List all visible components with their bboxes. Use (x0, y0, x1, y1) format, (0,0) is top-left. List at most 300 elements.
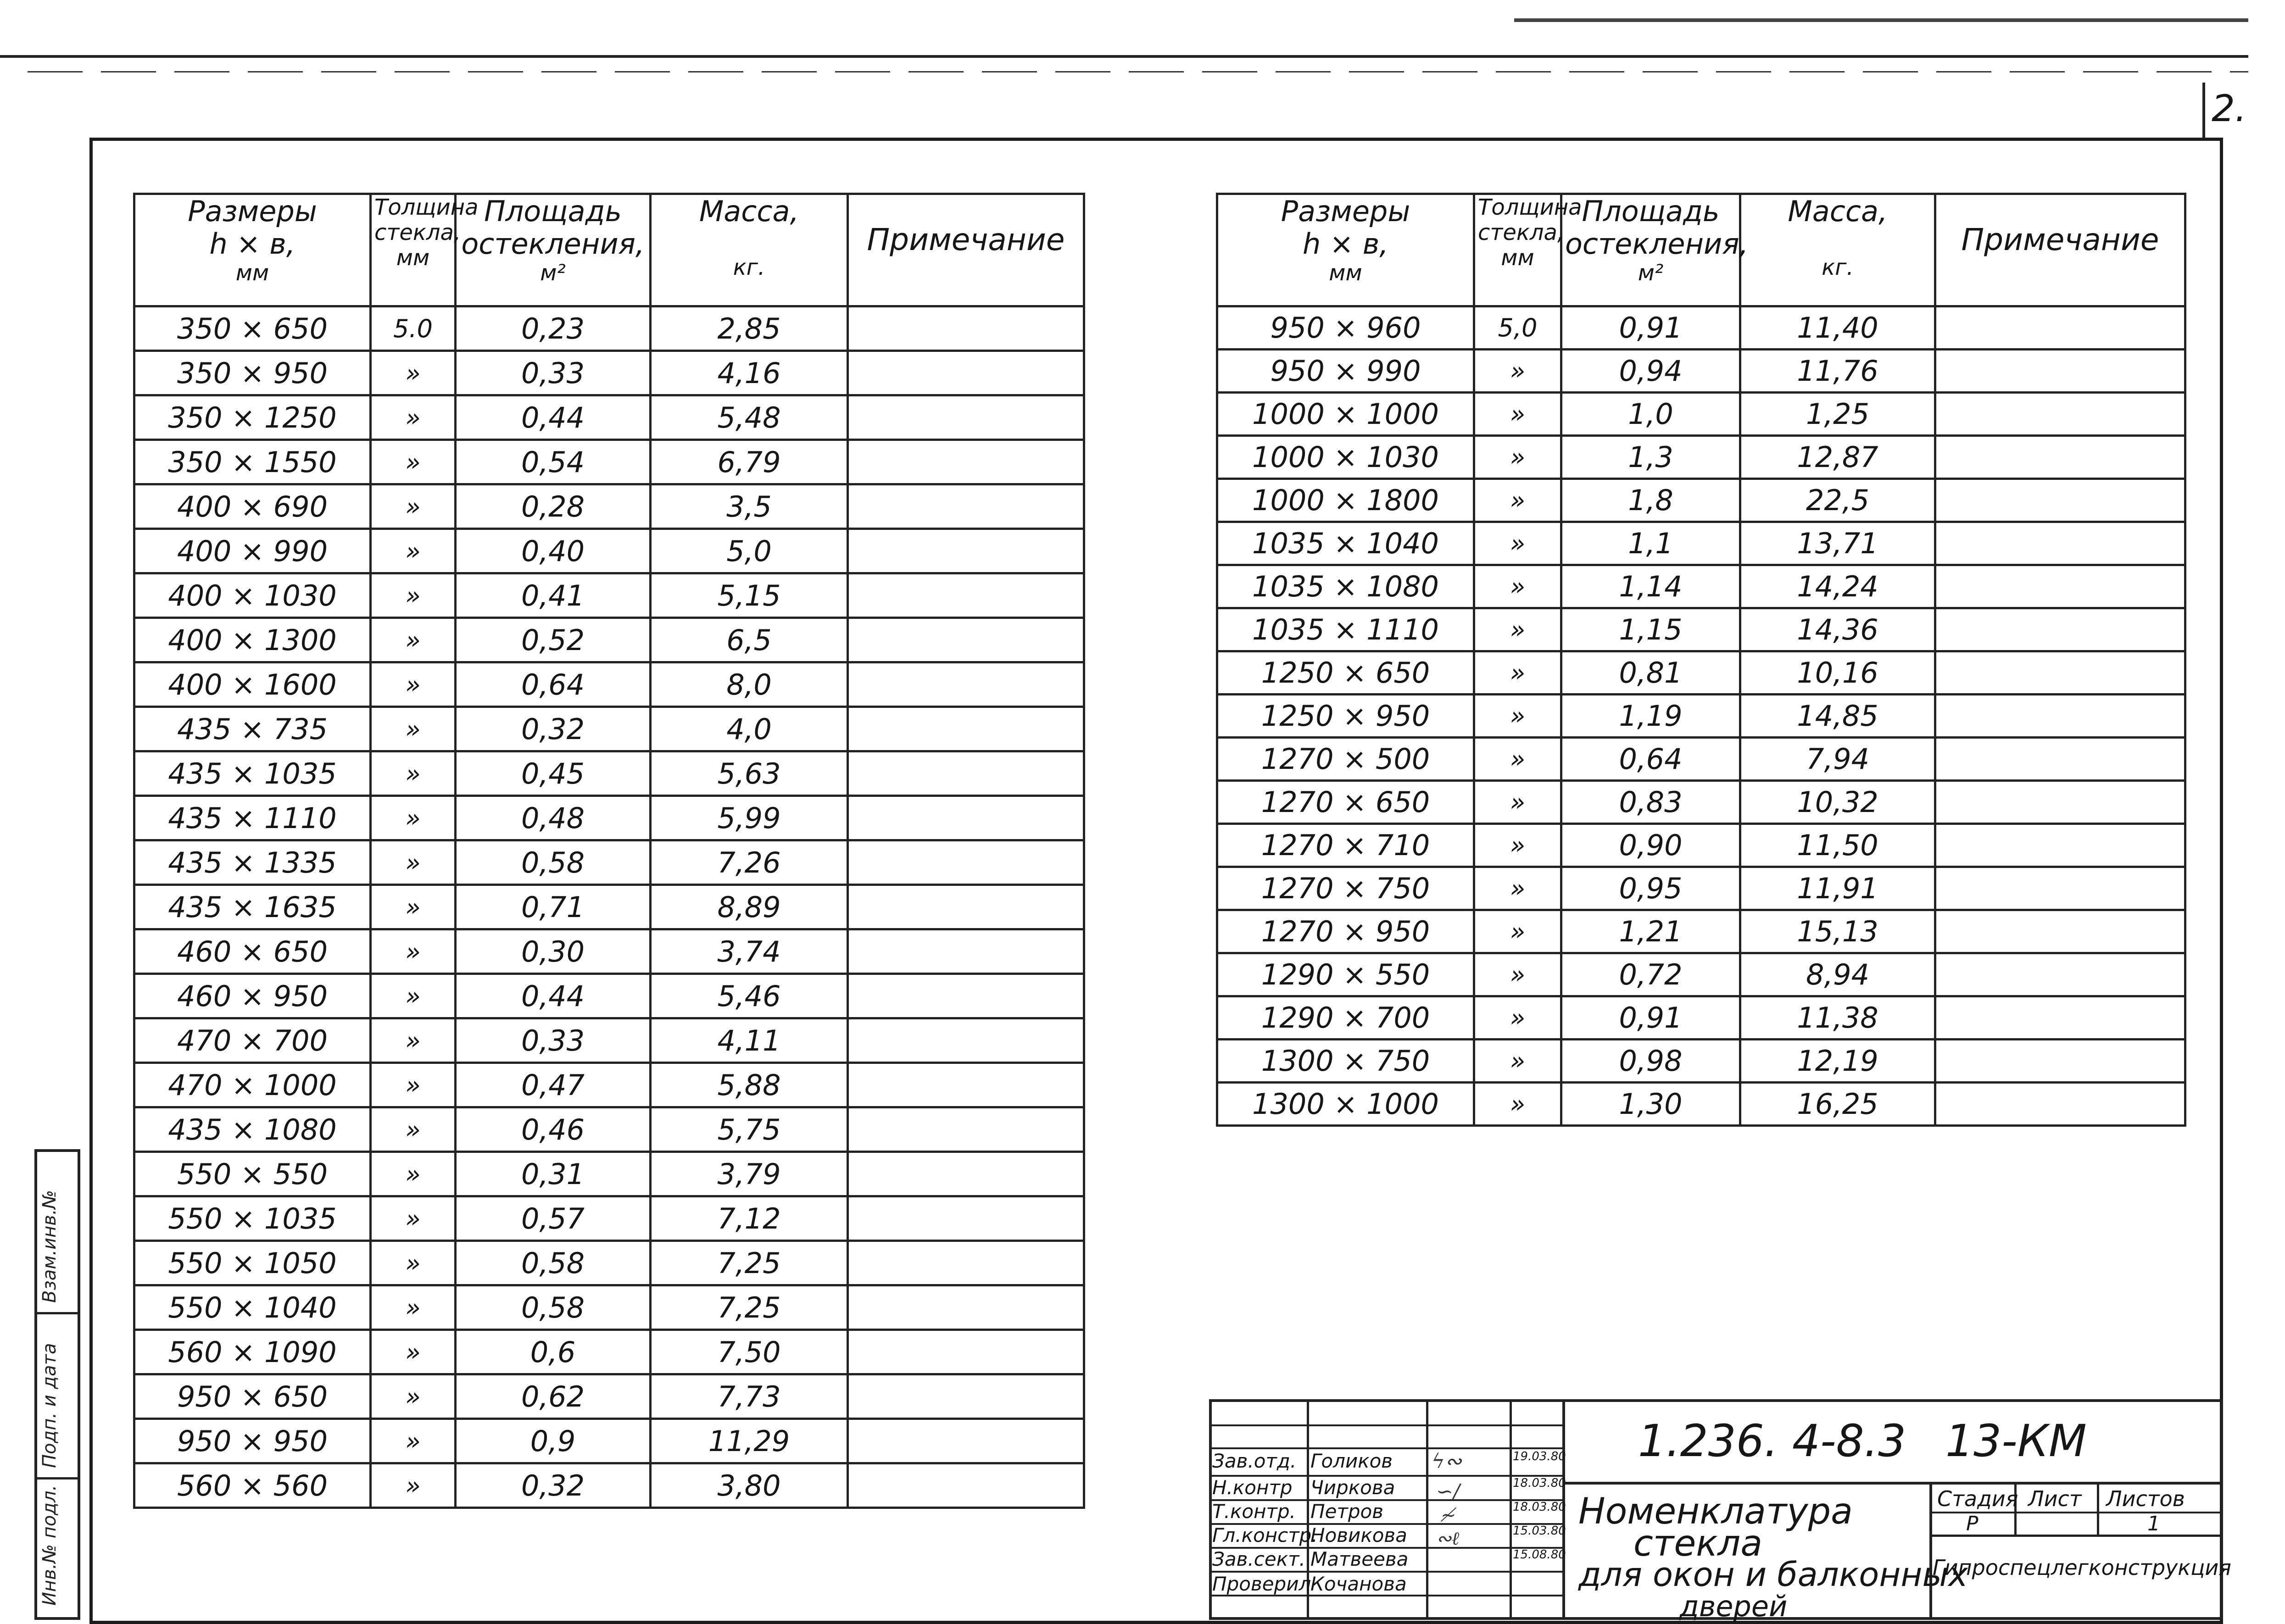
table-row (134, 929, 1084, 974)
table-row (1217, 608, 2185, 651)
header-thickness: Толщина стекла, мм (371, 194, 456, 306)
cell-thickness: » (371, 707, 456, 751)
margin-stamp-divider (34, 1477, 80, 1479)
left-glass-table (133, 193, 1085, 1509)
cell-size: 560 × 1090 (134, 1330, 371, 1374)
cell-note (1935, 436, 2185, 479)
cell-mass: 4,16 (651, 351, 848, 395)
cell-thickness: » (1474, 393, 1561, 436)
cell-size: 1035 × 1110 (1217, 608, 1474, 651)
cell-thickness: » (1474, 1083, 1561, 1126)
cell-note (1935, 522, 2185, 565)
cell-thickness: » (1474, 910, 1561, 953)
cell-area: 0,81 (1561, 651, 1740, 695)
cell-size: 400 × 990 (134, 529, 371, 573)
cell-thickness: » (371, 751, 456, 796)
cell-size: 950 × 990 (1217, 350, 1474, 393)
cell-area: 0,47 (456, 1063, 651, 1107)
cell-note (1935, 565, 2185, 608)
cell-note (1935, 695, 2185, 738)
cell-note (1935, 738, 2185, 781)
cell-note (848, 1330, 1084, 1374)
signatory-role: Гл.констр. (1212, 1524, 1318, 1546)
cell-thickness: » (1474, 479, 1561, 522)
table-row (1217, 953, 2185, 996)
table-row (1217, 738, 2185, 781)
signatory-role: Т.контр. (1212, 1500, 1296, 1523)
cell-thickness: » (371, 395, 456, 440)
cell-mass: 7,25 (651, 1241, 848, 1285)
cell-note (848, 1419, 1084, 1463)
cell-size: 435 × 735 (134, 707, 371, 751)
cell-size: 470 × 1000 (134, 1063, 371, 1107)
cell-thickness: » (1474, 651, 1561, 695)
cell-mass: 11,50 (1740, 824, 1935, 867)
stage-header: Стадия (1937, 1486, 2018, 1511)
table-row (134, 1374, 1084, 1419)
cell-thickness: » (371, 796, 456, 840)
cell-note (848, 440, 1084, 484)
cell-mass: 11,91 (1740, 867, 1935, 910)
cell-thickness: » (1474, 996, 1561, 1040)
cell-area: 0,58 (456, 840, 651, 885)
cell-area: 0,41 (456, 573, 651, 618)
cell-note (1935, 393, 2185, 436)
cell-thickness: » (371, 529, 456, 573)
cell-thickness: » (1474, 565, 1561, 608)
title-line-2: стекла (1633, 1523, 1763, 1564)
cell-thickness: » (1474, 436, 1561, 479)
cell-area: 0,62 (456, 1374, 651, 1419)
cell-mass: 12,19 (1740, 1040, 1935, 1083)
cell-size: 560 × 560 (134, 1463, 371, 1508)
cell-mass: 5,48 (651, 395, 848, 440)
header-note: Примечание (1935, 194, 2185, 306)
cell-mass: 15,13 (1740, 910, 1935, 953)
cell-mass: 22,5 (1740, 479, 1935, 522)
header-size: Размеры h × в, мм (1217, 194, 1474, 306)
signatory-name: Кочанова (1310, 1573, 1407, 1595)
cell-thickness: » (371, 1107, 456, 1152)
cell-thickness: » (371, 840, 456, 885)
cell-note (848, 796, 1084, 840)
cell-size: 1250 × 950 (1217, 695, 1474, 738)
cell-thickness: » (371, 1419, 456, 1463)
cell-thickness: » (1474, 867, 1561, 910)
cell-mass: 4,0 (651, 707, 848, 751)
cell-size: 350 × 1250 (134, 395, 371, 440)
cell-area: 0,45 (456, 751, 651, 796)
cell-area: 1,15 (1561, 608, 1740, 651)
cell-mass: 7,94 (1740, 738, 1935, 781)
table-row (134, 395, 1084, 440)
cell-mass: 5,63 (651, 751, 848, 796)
signatory-role: Зав.сект. (1212, 1548, 1305, 1570)
cell-note (848, 618, 1084, 662)
cell-mass: 12,87 (1740, 436, 1935, 479)
cell-note (848, 306, 1084, 351)
tb-grid-line (1929, 1482, 1932, 1620)
cell-note (1935, 996, 2185, 1040)
cell-note (1935, 953, 2185, 996)
cell-size: 1270 × 650 (1217, 781, 1474, 824)
table-row (134, 1241, 1084, 1285)
table-row (1217, 1083, 2185, 1126)
cell-thickness: » (1474, 1040, 1561, 1083)
cell-thickness: » (371, 1063, 456, 1107)
table-row (134, 1419, 1084, 1463)
tb-grid-line (1426, 1399, 1428, 1620)
cell-note (848, 1152, 1084, 1196)
cell-mass: 14,24 (1740, 565, 1935, 608)
cell-mass: 6,79 (651, 440, 848, 484)
sheet-header: Лист (2028, 1486, 2082, 1511)
cell-area: 0,57 (456, 1196, 651, 1241)
cell-thickness: » (371, 885, 456, 929)
table-row (1217, 651, 2185, 695)
cell-size: 350 × 1550 (134, 440, 371, 484)
cell-note (848, 929, 1084, 974)
table-row (1217, 479, 2185, 522)
table-row (134, 974, 1084, 1018)
tb-grid-line (2097, 1482, 2099, 1537)
cell-area: 0,52 (456, 618, 651, 662)
cell-size: 1000 × 1030 (1217, 436, 1474, 479)
table-row (134, 1063, 1084, 1107)
table-row (134, 484, 1084, 529)
table-row (1217, 393, 2185, 436)
signatory-role: Зав.отд. (1212, 1450, 1297, 1472)
table-row (134, 440, 1084, 484)
cell-note (848, 885, 1084, 929)
cell-size: 1035 × 1080 (1217, 565, 1474, 608)
table-row (1217, 306, 2185, 350)
margin-stamp-orig: Инв.№ подл. (39, 1485, 60, 1606)
table-row (134, 351, 1084, 395)
cell-thickness: » (371, 1018, 456, 1063)
cell-size: 400 × 690 (134, 484, 371, 529)
cell-size: 1270 × 500 (1217, 738, 1474, 781)
table-row (1217, 522, 2185, 565)
cell-size: 950 × 950 (134, 1419, 371, 1463)
cell-note (1935, 651, 2185, 695)
cell-note (848, 529, 1084, 573)
cell-thickness: » (371, 573, 456, 618)
cell-size: 1290 × 700 (1217, 996, 1474, 1040)
signatory-date: 15.08.80 (1513, 1548, 1566, 1562)
cell-mass: 7,12 (651, 1196, 848, 1241)
table-row (134, 751, 1084, 796)
cell-area: 0,90 (1561, 824, 1740, 867)
cell-area: 0,23 (456, 306, 651, 351)
cell-size: 550 × 550 (134, 1152, 371, 1196)
cell-mass: 11,40 (1740, 306, 1935, 350)
title-line-4: дверей (1679, 1590, 1788, 1623)
table-row (134, 1463, 1084, 1508)
top-edge-line-thin (1514, 18, 2248, 22)
cell-size: 460 × 650 (134, 929, 371, 974)
cell-area: 1,30 (1561, 1083, 1740, 1126)
table-row (134, 529, 1084, 573)
cell-thickness: » (371, 929, 456, 974)
header-mass: Масса, кг. (651, 194, 848, 306)
signature-mark: ϟ∾ (1432, 1450, 1462, 1473)
cell-note (1935, 350, 2185, 393)
cell-area: 0,44 (456, 395, 651, 440)
table-row (134, 1330, 1084, 1374)
cell-thickness: » (371, 1241, 456, 1285)
cell-mass: 3,79 (651, 1152, 848, 1196)
cell-area: 0,6 (456, 1330, 651, 1374)
cell-size: 400 × 1300 (134, 618, 371, 662)
cell-mass: 8,0 (651, 662, 848, 707)
cell-mass: 7,26 (651, 840, 848, 885)
signatory-role: Н.контр (1212, 1476, 1293, 1499)
header-thickness: Толщина стекла, мм (1474, 194, 1561, 306)
cell-area: 1,19 (1561, 695, 1740, 738)
cell-mass: 11,38 (1740, 996, 1935, 1040)
signature-mark: ∽∕ (1436, 1480, 1460, 1503)
cell-area: 0,32 (456, 707, 651, 751)
cell-thickness: » (1474, 695, 1561, 738)
cell-area: 1,21 (1561, 910, 1740, 953)
cell-area: 0,9 (456, 1419, 651, 1463)
cell-size: 1270 × 710 (1217, 824, 1474, 867)
cell-size: 950 × 960 (1217, 306, 1474, 350)
sheets-value: 1 (2147, 1512, 2160, 1535)
cell-note (1935, 1083, 2185, 1126)
cell-area: 0,33 (456, 351, 651, 395)
sheets-header: Листов (2106, 1486, 2185, 1511)
cell-area: 0,83 (1561, 781, 1740, 824)
table-row (1217, 1040, 2185, 1083)
cell-mass: 7,50 (651, 1330, 848, 1374)
table-row (1217, 436, 2185, 479)
cell-size: 550 × 1035 (134, 1196, 371, 1241)
table-row (134, 1107, 1084, 1152)
cell-thickness: 5,0 (1474, 306, 1561, 350)
cell-mass: 13,71 (1740, 522, 1935, 565)
cell-thickness: » (1474, 608, 1561, 651)
cell-area: 0,48 (456, 796, 651, 840)
cell-mass: 1,25 (1740, 393, 1935, 436)
cell-area: 0,33 (456, 1018, 651, 1063)
table-row (1217, 781, 2185, 824)
signatory-date: 15.03.80 (1513, 1524, 1566, 1538)
right-glass-table (1216, 193, 2186, 1127)
table-row (134, 306, 1084, 351)
header-size: Размеры h × в, мм (134, 194, 371, 306)
table-row (1217, 910, 2185, 953)
cell-size: 1300 × 750 (1217, 1040, 1474, 1083)
signature-mark: ∾ℓ (1436, 1528, 1460, 1549)
cell-note (1935, 781, 2185, 824)
cell-size: 350 × 650 (134, 306, 371, 351)
cell-area: 0,94 (1561, 350, 1740, 393)
cell-area: 0,28 (456, 484, 651, 529)
cell-area: 0,31 (456, 1152, 651, 1196)
cell-thickness: » (371, 1330, 456, 1374)
table-row (134, 1285, 1084, 1330)
cell-size: 435 × 1080 (134, 1107, 371, 1152)
signatory-date: 18.03.80 (1513, 1500, 1566, 1514)
cell-size: 400 × 1030 (134, 573, 371, 618)
cell-mass: 4,11 (651, 1018, 848, 1063)
table-row (1217, 565, 2185, 608)
cell-note (848, 1463, 1084, 1508)
cell-thickness: » (371, 662, 456, 707)
cell-size: 950 × 650 (134, 1374, 371, 1419)
cell-area: 0,71 (456, 885, 651, 929)
cell-size: 1300 × 1000 (1217, 1083, 1474, 1126)
tb-grid-line (1562, 1482, 2223, 1485)
cell-area: 0,58 (456, 1285, 651, 1330)
cell-size: 1270 × 950 (1217, 910, 1474, 953)
cell-size: 350 × 950 (134, 351, 371, 395)
table-row (134, 662, 1084, 707)
table-row (134, 840, 1084, 885)
cell-thickness: » (371, 1374, 456, 1419)
cell-area: 0,58 (456, 1241, 651, 1285)
cell-size: 1035 × 1040 (1217, 522, 1474, 565)
table-row (1217, 350, 2185, 393)
table-row (1217, 867, 2185, 910)
cell-note (848, 1241, 1084, 1285)
cell-area: 0,64 (1561, 738, 1740, 781)
cell-mass: 3,5 (651, 484, 848, 529)
cell-size: 550 × 1040 (134, 1285, 371, 1330)
cell-mass: 14,85 (1740, 695, 1935, 738)
cell-area: 0,72 (1561, 953, 1740, 996)
signatory-name: Голиков (1310, 1450, 1393, 1472)
tb-grid-line (1510, 1399, 1512, 1620)
cell-mass: 10,32 (1740, 781, 1935, 824)
table-row (134, 573, 1084, 618)
cell-thickness: » (371, 1463, 456, 1508)
tb-grid-line (1209, 1424, 1565, 1426)
margin-stamp-inv: Взам.инв.№ (39, 1190, 60, 1303)
header-area: Площадь остекления, м² (456, 194, 651, 306)
cell-note (848, 840, 1084, 885)
cell-size: 435 × 1635 (134, 885, 371, 929)
header-note: Примечание (848, 194, 1084, 306)
cell-note (848, 573, 1084, 618)
cell-size: 435 × 1110 (134, 796, 371, 840)
cell-note (1935, 824, 2185, 867)
cell-area: 0,30 (456, 929, 651, 974)
cell-note (1935, 910, 2185, 953)
cell-mass: 6,5 (651, 618, 848, 662)
cell-thickness: » (371, 440, 456, 484)
cell-mass: 5,0 (651, 529, 848, 573)
table-header-row (134, 194, 1084, 306)
doc-code: 1.236. 4-8.3 (1638, 1415, 1906, 1467)
cell-mass: 8,94 (1740, 953, 1935, 996)
cell-note (1935, 867, 2185, 910)
cell-mass: 3,74 (651, 929, 848, 974)
signatory-name: Петров (1310, 1500, 1383, 1523)
header-area: Площадь остекления, м² (1561, 194, 1740, 306)
table-row (134, 707, 1084, 751)
signatory-name: Матвеева (1310, 1548, 1409, 1570)
cell-size: 435 × 1335 (134, 840, 371, 885)
cell-mass: 5,46 (651, 974, 848, 1018)
cell-size: 435 × 1035 (134, 751, 371, 796)
margin-stamp-divider (34, 1312, 80, 1314)
table-row (134, 1196, 1084, 1241)
right-edge-line (2202, 83, 2205, 138)
cell-area: 0,98 (1561, 1040, 1740, 1083)
cell-area: 0,95 (1561, 867, 1740, 910)
cell-thickness: » (1474, 738, 1561, 781)
signature-mark: ≁ (1441, 1505, 1456, 1526)
cell-thickness: » (371, 974, 456, 1018)
cell-mass: 10,16 (1740, 651, 1935, 695)
cell-note (1935, 1040, 2185, 1083)
cell-mass: 5,88 (651, 1063, 848, 1107)
cell-area: 1,1 (1561, 522, 1740, 565)
cell-note (1935, 479, 2185, 522)
cell-size: 550 × 1050 (134, 1241, 371, 1285)
table-header-row (1217, 194, 2185, 306)
cell-thickness: » (1474, 953, 1561, 996)
top-edge-line-dashed (28, 71, 2248, 72)
cell-area: 1,14 (1561, 565, 1740, 608)
cell-thickness: » (1474, 350, 1561, 393)
table-row (1217, 996, 2185, 1040)
margin-stamp-sign: Подп. и дата (39, 1343, 60, 1468)
cell-note (848, 351, 1084, 395)
table-row (1217, 695, 2185, 738)
cell-size: 1250 × 650 (1217, 651, 1474, 695)
cell-area: 0,64 (456, 662, 651, 707)
cell-size: 1270 × 750 (1217, 867, 1474, 910)
cell-size: 1000 × 1800 (1217, 479, 1474, 522)
organization: Гипроспецлегконструкция (1933, 1555, 2231, 1580)
signatory-date: 19.03.80 (1513, 1450, 1566, 1463)
cell-note (848, 751, 1084, 796)
cell-size: 400 × 1600 (134, 662, 371, 707)
title-line-3: для окон и балконных (1578, 1555, 1968, 1594)
cell-note (848, 1196, 1084, 1241)
cell-mass: 5,99 (651, 796, 848, 840)
cell-thickness: » (371, 1285, 456, 1330)
table-row (134, 885, 1084, 929)
cell-mass: 5,75 (651, 1107, 848, 1152)
page-number: 2. (2212, 87, 2247, 130)
cell-thickness: » (371, 484, 456, 529)
cell-mass: 8,89 (651, 885, 848, 929)
tb-grid-line (1209, 1447, 1565, 1449)
cell-area: 0,54 (456, 440, 651, 484)
signatory-name: Новикова (1310, 1524, 1407, 1546)
table-row (134, 796, 1084, 840)
cell-area: 0,91 (1561, 996, 1740, 1040)
cell-size: 1000 × 1000 (1217, 393, 1474, 436)
top-edge-line (0, 55, 2248, 58)
cell-area: 1,0 (1561, 393, 1740, 436)
cell-note (848, 484, 1084, 529)
cell-area: 0,46 (456, 1107, 651, 1152)
cell-mass: 11,76 (1740, 350, 1935, 393)
cell-thickness: » (1474, 824, 1561, 867)
signatory-name: Чиркова (1310, 1476, 1395, 1499)
cell-thickness: » (371, 1152, 456, 1196)
cell-note (848, 1285, 1084, 1330)
cell-thickness: 5.0 (371, 306, 456, 351)
cell-thickness: » (371, 1196, 456, 1241)
stage-value: Р (1966, 1512, 1978, 1535)
